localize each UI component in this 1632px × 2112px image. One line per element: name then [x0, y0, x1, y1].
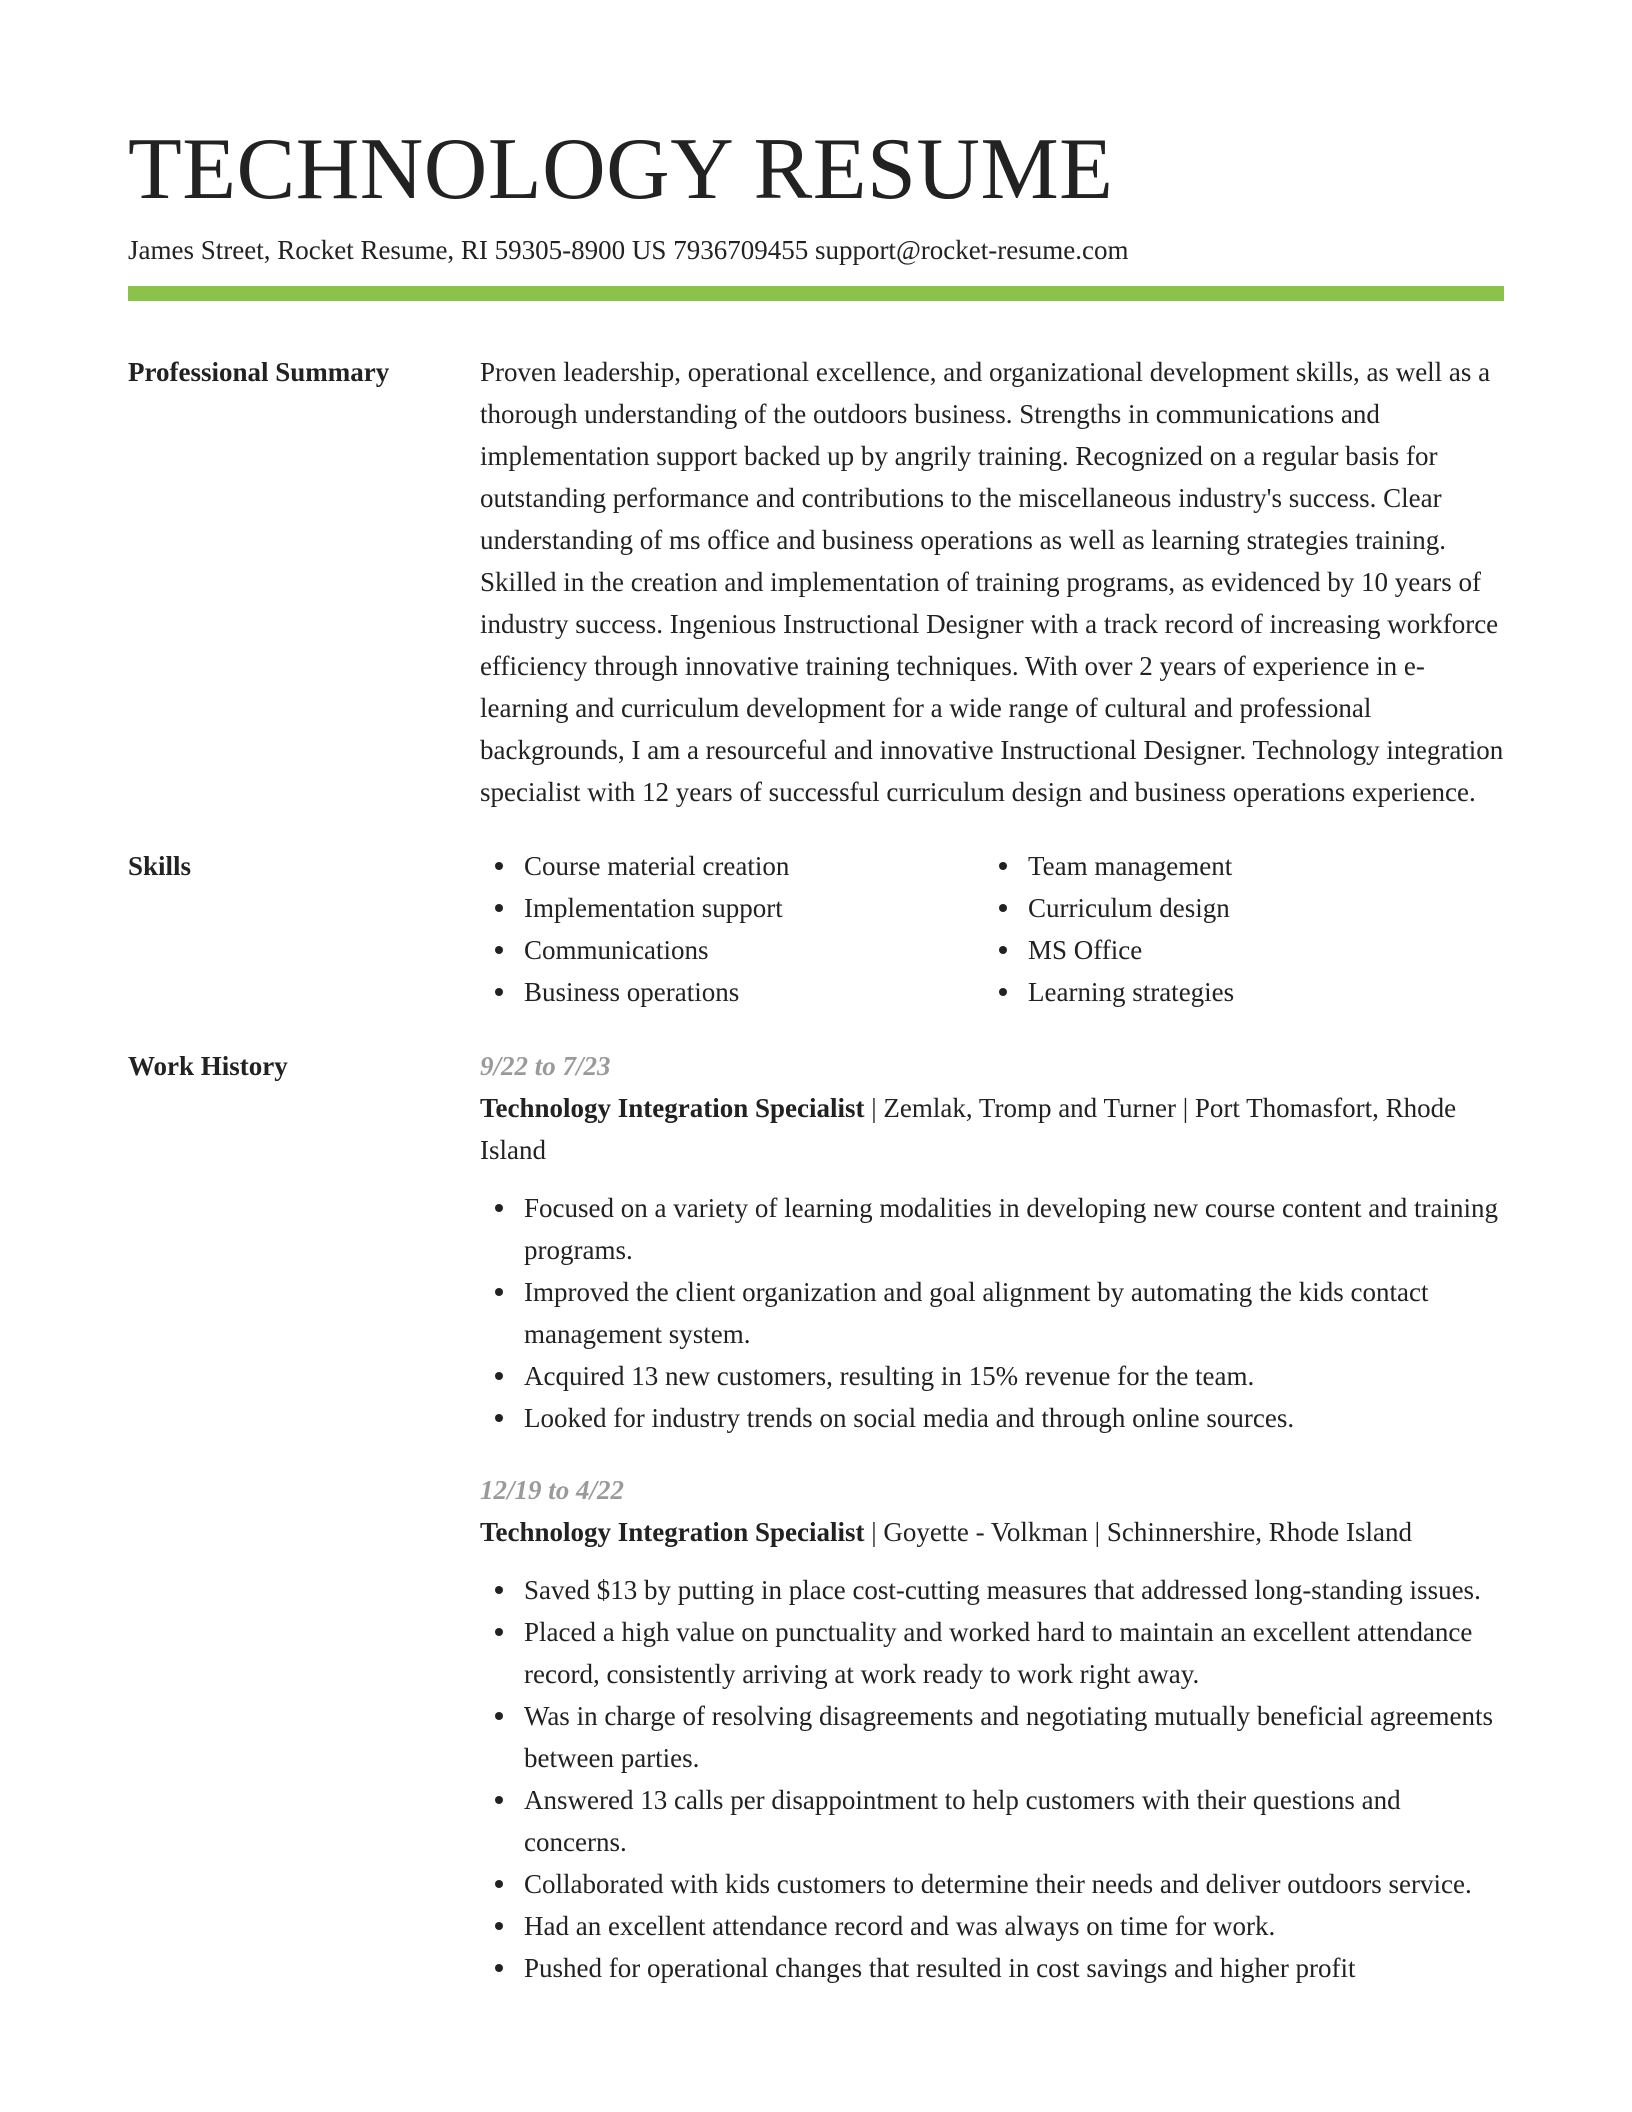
resume-title: TECHNOLOGY RESUME: [128, 121, 1114, 218]
job-title: Technology Integration Specialist: [480, 1517, 865, 1547]
job-bullet: Collaborated with kids customers to determine their needs and deliver outdoors service.: [480, 1863, 1504, 1905]
skill-item: Implementation support: [480, 887, 984, 929]
summary-section: [128, 351, 1504, 813]
skill-item: MS Office: [984, 929, 1488, 971]
skill-item: Course material creation: [480, 845, 984, 887]
work-history-heading: Work History: [128, 1051, 288, 1081]
resume-page: [128, 0, 1504, 1989]
job-bullet: Placed a high value on punctuality and worked hard to maintain an excellent attendance record, consistently arriving at work ready to work right away.: [480, 1611, 1504, 1695]
skills-grid: [480, 845, 1504, 1013]
job-bullet: Saved $13 by putting in place cost-cutting measures that addressed long-standing issues.: [480, 1569, 1504, 1611]
skills-column-right: [984, 845, 1488, 1013]
skill-item: Communications: [480, 929, 984, 971]
skills-heading: Skills: [128, 851, 192, 881]
job-entry: [480, 1045, 1504, 1439]
job-title-line: [480, 1087, 1504, 1171]
work-history-body: [480, 1045, 1504, 1989]
job-bullet: Improved the client organization and goal alignment by automating the kids contact management system.: [480, 1271, 1504, 1355]
job-bullets: [480, 1569, 1504, 1989]
contact-address: James Street, Rocket Resume, RI 59305-8900 US: [128, 235, 667, 265]
job-bullet: Was in charge of resolving disagreements and negotiating mutually beneficial agreements between parties.: [480, 1695, 1504, 1779]
summary-text: Proven leadership, operational excellence, and organizational development skills, as well as a thorough understanding of the outdoors business. Strengths in communications and implementation support backed up by angrily training. Recognized on a regular basis for outstanding performance and contributions to the miscellaneous industry's success. Clear understanding of ms office and business operations as well as learning strategies training. Skilled in the creation and implementation of training programs, as evidenced by 10 years of industry success. Ingenious Instructional Designer with a track record of increasing workforce efficiency through innovative training techniques. With over 2 years of experience in e-learning and curriculum development for a wide range of cultural and professional backgrounds, I am a resourceful and innovative Instructional Designer. Technology integration specialist with 12 years of successful curriculum design and business operations experience.: [480, 357, 1504, 807]
summary-body: [480, 351, 1504, 813]
contact-email: support@rocket-resume.com: [814, 235, 1129, 265]
accent-divider: [128, 286, 1504, 301]
job-dates: 9/22 to 7/23: [480, 1051, 611, 1081]
summary-heading: Professional Summary: [128, 357, 390, 387]
job-company-location: | Zemlak, Tromp and Turner | Port Thomasfort, Rhode Island: [480, 1093, 1457, 1165]
skill-item: Curriculum design: [984, 887, 1488, 929]
job-bullet: Focused on a variety of learning modalities in developing new course content and training programs.: [480, 1187, 1504, 1271]
job-entry: [480, 1469, 1504, 1989]
job-bullet: Answered 13 calls per disappointment to help customers with their questions and concerns.: [480, 1779, 1504, 1863]
work-history-section: [128, 1045, 1504, 1989]
contact-phone: 7936709455: [673, 235, 809, 265]
job-bullet: Looked for industry trends on social media and through online sources.: [480, 1397, 1504, 1439]
job-bullet: Acquired 13 new customers, resulting in 15% revenue for the team.: [480, 1355, 1504, 1397]
job-bullet: Had an excellent attendance record and was always on time for work.: [480, 1905, 1504, 1947]
skills-section: [128, 845, 1504, 1013]
skill-item: Business operations: [480, 971, 984, 1013]
job-bullet: Pushed for operational changes that resulted in cost savings and higher profit: [480, 1947, 1504, 1989]
contact-line: [128, 232, 1504, 268]
job-title-line: [480, 1511, 1504, 1553]
job-bullets: [480, 1187, 1504, 1439]
skill-item: Team management: [984, 845, 1488, 887]
job-title: Technology Integration Specialist: [480, 1093, 865, 1123]
skills-column-left: [480, 845, 984, 1013]
job-dates: 12/19 to 4/22: [480, 1475, 625, 1505]
skill-item: Learning strategies: [984, 971, 1488, 1013]
job-company-location: | Goyette - Volkman | Schinnershire, Rhode Island: [864, 1517, 1413, 1547]
